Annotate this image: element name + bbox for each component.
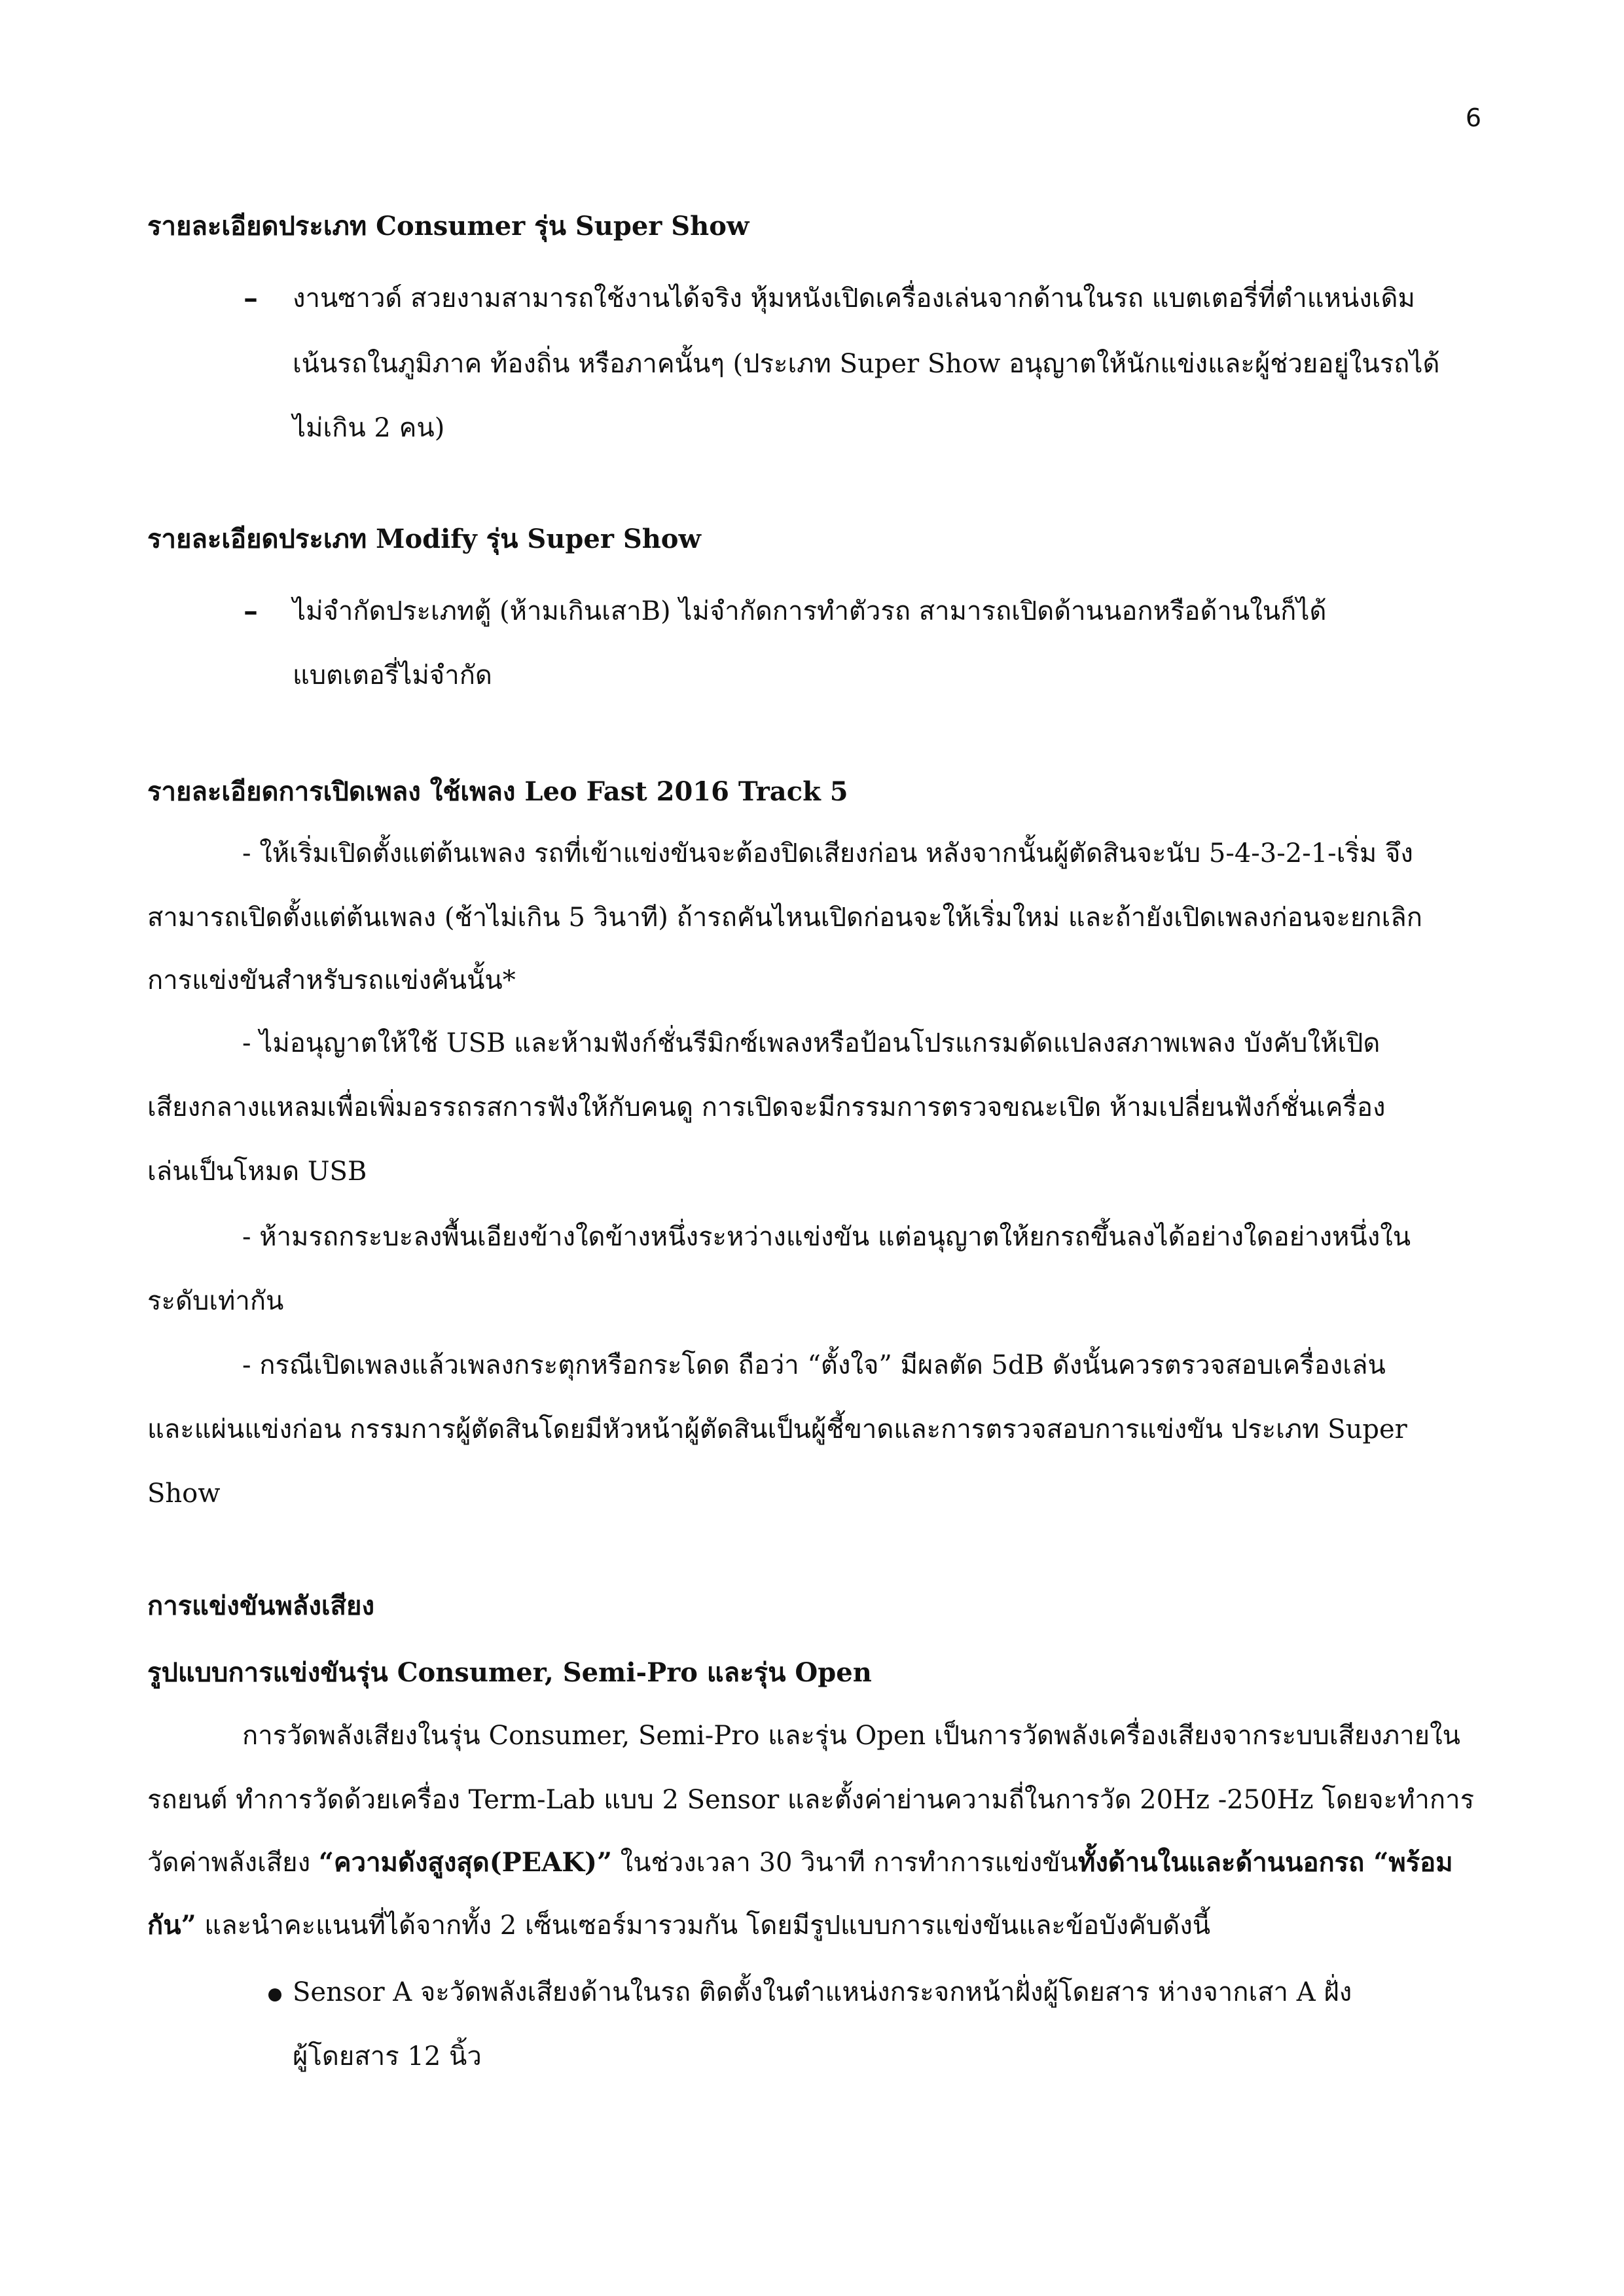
bullet-text-line: Sensor A จะวัดพลังเสียงด้านในรถ ติดตั้งในตำแหน่งกระจกหน้าฝั่งผู้โดยสาร ห่างจากเสา A ฝั่ง [293,1977,1352,2007]
text-line: - กรณีเปิดเพลงแล้วเพลงกระตุกหรือกระโดด ถือว่า “ตั้งใจ” มีผลตัด 5dB ดังนั้นควรตรวจสอบเครื่องเล่น [242,1350,1386,1380]
bullet-text-line: ผู้โดยสาร 12 นิ้ว [293,2041,482,2072]
page-number: 6 [1465,103,1481,132]
text-line: แบตเตอรี่ไม่จำกัด [293,660,492,691]
text-line: และแผ่นแข่งก่อน กรรมการผู้ตัดสินโดยมีหัวหน้าผู้ตัดสินเป็นผู้ชี้ขาดและการตรวจสอบการแข่งขัน ประเภท Super [147,1414,1407,1444]
text-line: สามารถเปิดตั้งแต่ต้นเพลง (ช้าไม่เกิน 5 วินาที) ถ้ารถคันไหนเปิดก่อนจะให้เริ่มใหม่ และถ้ายังเปิดเพลงก่อนจะยกเลิก [147,903,1422,933]
dash-marker: – [244,594,258,628]
text-run: และนำคะแนนที่ได้จากทั้ง 2 เซ็นเซอร์มารวมกัน โดยมีรูปแบบการแข่งขันและข้อบังคับดังนี้ [196,1910,1211,1941]
section-heading-consumer: รายละเอียดประเภท Consumer รุ่น Super Show [147,211,749,242]
text-line: - ให้เริ่มเปิดตั้งแต่ต้นเพลง รถที่เข้าแข่งขันจะต้องปิดเสียงก่อน หลังจากนั้นผู้ตัดสินจะนับ 5-4-3-2-1-เริ่ม จึง [242,838,1413,869]
text-line: Show [147,1479,221,1509]
text-run: วัดค่าพลังเสียง [147,1848,319,1878]
text-line: เล่นเป็นโหมด USB [147,1157,367,1187]
dash-marker: – [244,281,258,315]
text-line: ระดับเท่ากัน [147,1286,284,1316]
text-line: - ห้ามรถกระบะลงพื้นเอียงข้างใดข้างหนึ่งระหว่างแข่งขัน แต่อนุญาตให้ยกรถขึ้นลงได้อย่างใดอย่างหนึ่งใน [242,1222,1411,1252]
text-run: ในช่วงเวลา 30 วินาที การทำการแข่งขัน [611,1848,1078,1878]
section-heading-power: การแข่งขันพลังเสียง [147,1590,374,1621]
text-line: การวัดพลังเสียงในรุ่น Consumer, Semi-Pro และรุ่น Open เป็นการวัดพลังเครื่องเสียงจากระบบเสียงภายใน [242,1721,1460,1751]
bullet-dot [268,1988,281,2001]
text-line: งานซาวด์ สวยงามสามารถใช้งานได้จริง หุ้มหนังเปิดเครื่องเล่นจากด้านในรถ แบตเตอรี่ที่ตำแหน่งเดิม [293,283,1415,314]
text-line: - ไม่อนุญาตให้ใช้ USB และห้ามฟังก์ชั่นรีมิกซ์เพลงหรือป้อนโปรแกรมดัดแปลงสภาพเพลง บังคับให้เปิด [242,1028,1380,1058]
text-line: ไม่เกิน 2 คน) [293,413,445,443]
section-heading-song: รายละเอียดการเปิดเพลง ใช้เพลง Leo Fast 2016 Track 5 [147,776,848,807]
text-line-mixed [147,1847,1453,1878]
text-line-mixed [147,1910,1210,1941]
section-subheading-format: รูปแบบการแข่งขันรุ่น Consumer, Semi-Pro และรุ่น Open [147,1657,872,1688]
emphasis-both-sides: ทั้งด้านในและด้านนอกรถ “พร้อม [1077,1847,1453,1878]
text-line: เน้นรถในภูมิภาค ท้องถิ่น หรือภาคนั้นๆ (ประเภท Super Show อนุญาตให้นักแข่งและผู้ช่วยอยู่ในรถได้ [293,349,1440,379]
emphasis-peak: “ความดังสูงสุด(PEAK)” [318,1847,612,1878]
text-line: เสียงกลางแหลมเพื่อเพิ่มอรรถรสการฟังให้กับคนดู การเปิดจะมีกรรมการตรวจขณะเปิด ห้ามเปลี่ยนฟังก์ชั่นเครื่อง [147,1092,1386,1122]
text-line: ไม่จำกัดประเภทตู้ (ห้ามเกินเสาB) ไม่จำกัดการทำตัวรถ สามารถเปิดด้านนอกหรือด้านในก็ได้ [293,596,1327,626]
text-line: รถยนต์ ทำการวัดด้วยเครื่อง Term-Lab แบบ 2 Sensor และตั้งค่าย่านความถี่ในการวัด 20Hz -250Hz โดยจะทำการ [147,1785,1475,1815]
emphasis-together: กัน” [147,1910,196,1941]
text-line: การแข่งขันสำหรับรถแข่งคันนั้น* [147,965,516,996]
section-heading-modify: รายละเอียดประเภท Modify รุ่น Super Show [147,524,701,554]
